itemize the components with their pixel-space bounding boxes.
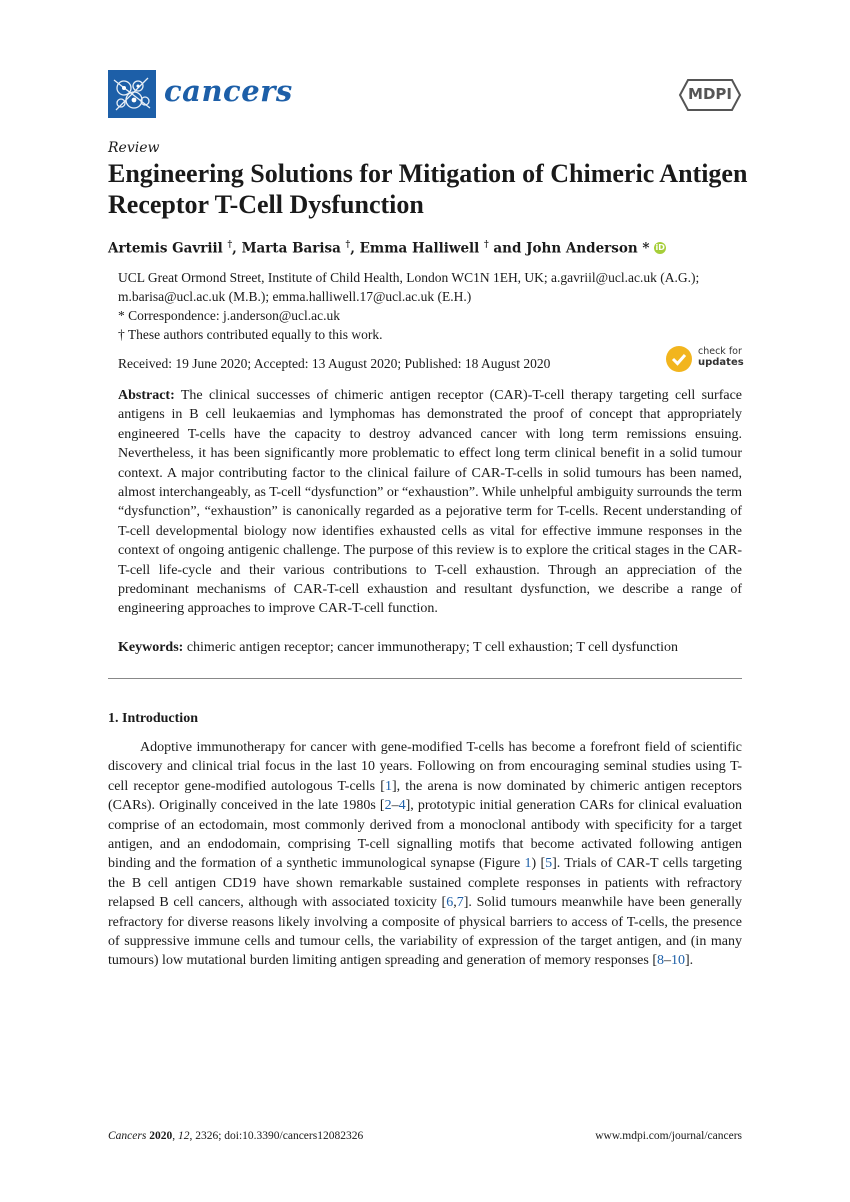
body-text: – xyxy=(664,953,671,969)
citation-link[interactable]: 5 xyxy=(545,856,553,872)
cancers-cell-logo-icon xyxy=(108,70,156,118)
author-name: John Anderson xyxy=(526,240,638,257)
citation-link[interactable]: 2 xyxy=(384,798,392,814)
body-text: , xyxy=(453,895,457,911)
orcid-icon[interactable]: iD xyxy=(655,242,665,252)
citation-link[interactable]: 8 xyxy=(657,953,664,969)
body-text: ], prototypic initial generation CARs for clinical evaluation comprise of an ectodomain, most commonly derived from a monoclonal antibody with specificity for a target antigen, and an endodomain, comprising T-cell signalling motifs that become activated following antigen binding and the formation of a synthetic immunological synapse (Figure xyxy=(108,798,742,872)
body-text: Adoptive immunotherapy for cancer with gene-modified T-cells has become a forefront field of scientific discovery and clinical trial focus in the last 10 years. Following on from encouraging seminal studies using T-cell receptor gene-modified autologous T-cells [ xyxy=(108,740,742,794)
author-name: Artemis Gavriil xyxy=(108,240,223,257)
journal-name[interactable]: cancers xyxy=(164,74,293,108)
footer-url[interactable]: www.mdpi.com/journal/cancers xyxy=(595,1130,742,1142)
affiliation-line: m.barisa@ucl.ac.uk (M.B.); emma.halliwell.17@ucl.ac.uk (E.H.) xyxy=(118,289,472,304)
article-type: Review xyxy=(108,140,160,156)
footer-citation: Cancers 2020, 12, 2326; doi:10.3390/cancers12082326 xyxy=(108,1130,364,1142)
body-text: – xyxy=(391,798,399,814)
author-mark: * xyxy=(642,240,650,257)
keywords xyxy=(118,638,742,657)
citation-link[interactable]: 10 xyxy=(671,953,685,969)
author-name: Marta Barisa xyxy=(241,240,341,257)
author-list xyxy=(108,240,666,257)
equal-contribution-note: † These authors contributed equally to this work. xyxy=(118,327,383,342)
keywords-text: chimeric antigen receptor; cancer immunotherapy; T cell exhaustion; T cell dysfunction xyxy=(183,640,678,655)
author-name: Emma Halliwell xyxy=(359,240,480,257)
publication-dates: Received: 19 June 2020; Accepted: 13 August 2020; Published: 18 August 2020 xyxy=(118,356,551,371)
citation-link[interactable]: 7 xyxy=(456,895,464,911)
affiliation-line: UCL Great Ormond Street, Institute of Child Health, London WC1N 1EH, UK; a.gavriil@ucl.ac.uk (A.G.); xyxy=(118,270,700,285)
affiliations xyxy=(118,268,748,344)
abstract-label: Abstract: xyxy=(118,388,175,403)
mdpi-logo-text: MDPI xyxy=(688,85,732,103)
author-separator: , xyxy=(232,240,242,257)
body-text: ]. Trials of CAR-T cells targeting the B cell antigen CD19 have shown remarkable sustained complete responses in patients with refractory relapsed B cell cancers, although with associated toxicity [ xyxy=(108,856,742,911)
check-for-updates-button[interactable] xyxy=(666,344,744,374)
keywords-label: Keywords: xyxy=(118,640,184,655)
footer-volume: 12 xyxy=(177,1130,190,1142)
citation-link[interactable]: 6 xyxy=(446,895,454,911)
author-mark: † xyxy=(484,240,489,250)
checkmark-icon xyxy=(666,346,692,372)
author-separator: , xyxy=(350,240,360,257)
footer-journal: Cancers xyxy=(108,1130,147,1142)
figure-link[interactable]: 1 xyxy=(524,856,532,872)
body-text: ) [ xyxy=(531,856,546,872)
author-mark: † xyxy=(227,240,233,250)
correspondence: * Correspondence: j.anderson@ucl.ac.uk xyxy=(118,308,340,323)
mdpi-logo[interactable] xyxy=(678,78,742,112)
section-divider xyxy=(108,678,742,679)
abstract xyxy=(118,386,742,619)
citation-link[interactable]: 4 xyxy=(398,798,406,814)
citation-link[interactable]: 1 xyxy=(384,778,392,794)
footer-year: 2020 xyxy=(149,1130,173,1142)
check-updates-line1: check for xyxy=(698,346,742,357)
introduction-paragraph xyxy=(108,738,742,971)
abstract-text: The clinical successes of chimeric antigen receptor (CAR)-T-cell therapy targeting cell surface antigens in B cell leukaemias and lymphomas has demonstrated the proof of concept that appropriately engineered T-cells have the capacity to destroy advanced cancer with long term remissions ensuing. Nevertheless, it has been significantly more problematic to effect long term clinical benefit in a solid tumour context. A major contributing factor to the clinical failure of CAR-T-cells in solid tumours has been named, almost interchangeably, as T-cell “dysfunction” or “exhaustion”. While unhelpful ambiguity surrounds the term “dysfunction”, “exhaustion” is canonically regarded as a pejorative term for T-cells. Recent understanding of T-cell developmental biology now identifies exhausted cells as vital for effective immune responses in the context of ongoing antigenic challenge. The purpose of this review is to explore the critical stages in the CAR-T-cell life-cycle and their various contributions to T-cell exhaustion. Through an appreciation of the predominant mechanisms of CAR-T-cell exhaustion and resultant dysfunction, we describe a range of engineering approaches to improve CAR-T-cell function. xyxy=(118,388,743,617)
author-separator: and xyxy=(488,240,527,257)
article-title: Engineering Solutions for Mitigation of Chimeric Antigen Receptor T-Cell Dysfunction xyxy=(108,159,748,219)
body-text: ], the arena is now dominated by chimeric antigen receptors (CARs). Originally conceived in the late 1980s [ xyxy=(108,778,742,814)
section-heading: 1. Introduction xyxy=(108,711,198,726)
body-text: ]. xyxy=(685,953,694,969)
check-updates-line2: updates xyxy=(698,357,744,368)
author-mark: † xyxy=(345,240,351,250)
footer-doi: , 2326; doi:10.3390/cancers12082326 xyxy=(189,1130,364,1142)
body-text: ]. Solid tumours meanwhile have been generally refractory for diverse reasons likely involving a composite of physical barriers to access of T-cells, the presence of suppressive immune cells and tumour cells, the variability of expression of the target antigen, and (in many tumours) low mutational burden limiting antigen spreading and generation of memory responses [ xyxy=(108,895,742,969)
